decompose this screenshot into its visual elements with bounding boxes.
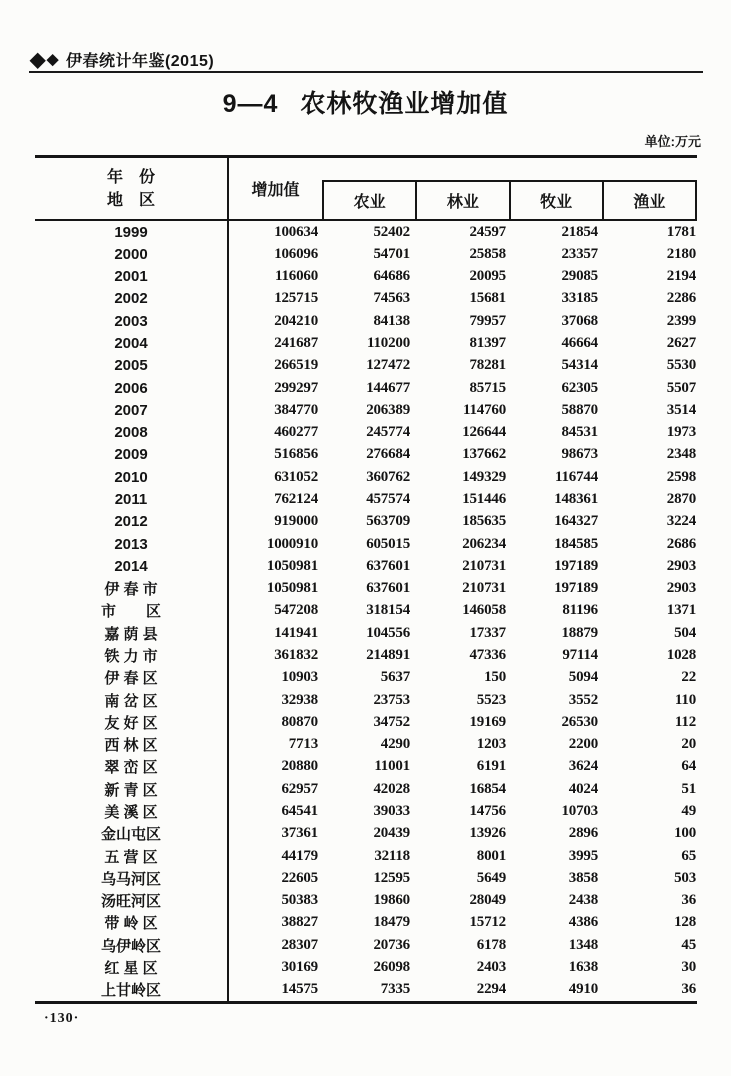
value-cell: 28307 <box>281 936 318 953</box>
value-cell: 13926 <box>469 825 506 842</box>
value-cell: 36 <box>681 892 696 909</box>
table-row <box>35 912 697 934</box>
value-cell: 197189 <box>554 557 598 574</box>
value-cell: 22605 <box>281 869 318 886</box>
value-cell: 3514 <box>666 401 696 418</box>
table-title-text: 农林牧渔业增加值 <box>300 90 509 118</box>
column-header-husbandry: 牧业 <box>509 182 602 219</box>
value-cell: 1638 <box>568 959 598 976</box>
value-cell: 14756 <box>469 803 506 820</box>
value-cell: 3552 <box>568 691 598 708</box>
value-cell: 19169 <box>469 713 506 730</box>
value-cell: 2348 <box>666 446 696 463</box>
value-cell: 149329 <box>462 468 506 485</box>
value-cell: 2870 <box>666 491 696 508</box>
value-cell: 45 <box>681 936 696 953</box>
table-row <box>35 310 697 332</box>
value-cell: 1973 <box>666 424 696 441</box>
row-label: 友 好 区 <box>104 714 158 732</box>
value-cell: 1000910 <box>266 535 318 552</box>
value-cell: 51 <box>681 780 696 797</box>
value-cell: 65 <box>681 847 696 864</box>
value-cell: 5530 <box>666 357 696 374</box>
value-cell: 26530 <box>561 713 598 730</box>
row-label: 铁 力 市 <box>104 648 158 666</box>
row-label: 2006 <box>114 379 148 397</box>
value-cell: 98673 <box>561 446 598 463</box>
value-cell: 100634 <box>274 223 318 240</box>
row-label: 美 溪 区 <box>104 804 158 822</box>
value-cell: 185635 <box>462 513 506 530</box>
value-cell: 28049 <box>469 892 506 909</box>
value-cell: 2903 <box>666 557 696 574</box>
value-cell: 39033 <box>373 803 410 820</box>
value-cell: 4910 <box>568 981 598 998</box>
value-cell: 197189 <box>554 580 598 597</box>
value-cell: 106096 <box>274 245 318 262</box>
value-cell: 2627 <box>666 335 696 352</box>
value-cell: 54314 <box>561 357 598 374</box>
table-row <box>35 644 697 666</box>
row-label: 伊 春 区 <box>104 670 158 688</box>
table-row <box>35 622 697 644</box>
value-cell: 1371 <box>666 602 696 619</box>
value-cell: 25858 <box>469 245 506 262</box>
value-cell: 384770 <box>274 401 318 418</box>
value-cell: 5507 <box>666 379 696 396</box>
row-label: 2007 <box>114 401 148 419</box>
table-row <box>35 956 697 978</box>
table-row <box>35 243 697 265</box>
value-cell: 42028 <box>373 780 410 797</box>
value-cell: 30169 <box>281 959 318 976</box>
value-cell: 12595 <box>373 869 410 886</box>
value-cell: 32938 <box>281 691 318 708</box>
row-label: 乌马河区 <box>100 870 161 888</box>
value-cell: 241687 <box>274 335 318 352</box>
value-cell: 15681 <box>469 290 506 307</box>
table-row <box>35 600 697 622</box>
value-cell: 104556 <box>366 624 410 641</box>
diamond-icons <box>30 50 59 70</box>
table-row <box>35 934 697 956</box>
row-label: 伊 春 市 <box>104 581 158 599</box>
value-cell: 74563 <box>373 290 410 307</box>
value-cell: 112 <box>674 713 696 730</box>
row-label: 2011 <box>114 491 148 509</box>
value-cell: 11001 <box>374 758 410 775</box>
value-cell: 3995 <box>568 847 598 864</box>
value-cell: 36 <box>681 981 696 998</box>
value-cell: 97114 <box>562 647 598 664</box>
value-cell: 7335 <box>380 981 410 998</box>
value-cell: 22 <box>681 669 696 686</box>
value-cell: 20095 <box>469 268 506 285</box>
unit-label: 单位:万元 <box>644 134 701 149</box>
value-cell: 1050981 <box>266 580 318 597</box>
column-header-total: 增加值 <box>251 182 300 199</box>
row-label: 南 岔 区 <box>104 692 158 710</box>
table-row <box>35 890 697 912</box>
value-cell: 2200 <box>568 736 598 753</box>
value-cell: 14575 <box>281 981 318 998</box>
table-row <box>35 332 697 354</box>
value-cell: 52402 <box>373 223 410 240</box>
value-cell: 299297 <box>274 379 318 396</box>
value-cell: 80870 <box>281 713 318 730</box>
value-cell: 6191 <box>476 758 506 775</box>
value-cell: 457574 <box>366 491 410 508</box>
value-cell: 126644 <box>462 424 506 441</box>
row-label: 西 林 区 <box>104 737 158 755</box>
table-row <box>35 466 697 488</box>
row-label: 汤旺河区 <box>100 893 161 911</box>
value-cell: 19860 <box>373 892 410 909</box>
value-cell: 110 <box>674 691 696 708</box>
row-label: 2004 <box>114 335 148 353</box>
value-cell: 100 <box>674 825 696 842</box>
row-label: 翠 峦 区 <box>104 759 158 777</box>
row-label: 金山屯区 <box>100 826 161 844</box>
row-label: 红 星 区 <box>104 960 158 978</box>
value-cell: 2896 <box>568 825 598 842</box>
value-cell: 15712 <box>469 914 506 931</box>
value-cell: 2194 <box>666 268 696 285</box>
value-cell: 21854 <box>561 223 598 240</box>
row-label: 市 区 <box>100 603 161 621</box>
value-cell: 20439 <box>373 825 410 842</box>
value-cell: 32118 <box>374 847 410 864</box>
row-header-cell <box>35 158 227 219</box>
table-number: 9—4 <box>222 90 279 118</box>
value-cell: 81196 <box>562 602 598 619</box>
value-cell: 204210 <box>274 312 318 329</box>
row-label: 2009 <box>114 446 148 464</box>
row-label: 2012 <box>114 513 148 531</box>
value-cell: 631052 <box>274 468 318 485</box>
table-row <box>35 667 697 689</box>
column-divider <box>227 221 229 1001</box>
value-cell: 116744 <box>555 468 598 485</box>
value-cell: 49 <box>681 803 696 820</box>
value-cell: 37361 <box>281 825 318 842</box>
table-row <box>35 578 697 600</box>
value-cell: 3624 <box>568 758 598 775</box>
yearbook-title: 伊春统计年鉴(2015) <box>65 53 215 70</box>
value-cell: 17337 <box>469 624 506 641</box>
value-cell: 5637 <box>380 669 410 686</box>
diamond-icon: ◆ <box>46 51 59 68</box>
value-cell: 50383 <box>281 892 318 909</box>
page-number: ·130· <box>44 1011 80 1026</box>
value-cell: 78281 <box>469 357 506 374</box>
table-row <box>35 444 697 466</box>
value-cell: 47336 <box>469 647 506 664</box>
value-cell: 2903 <box>666 580 696 597</box>
table-row <box>35 377 697 399</box>
value-cell: 4386 <box>568 914 598 931</box>
value-cell: 8001 <box>476 847 506 864</box>
value-cell: 114760 <box>463 401 506 418</box>
value-cell: 10903 <box>281 669 318 686</box>
value-cell: 29085 <box>561 268 598 285</box>
table-header <box>35 155 697 221</box>
value-cell: 38827 <box>281 914 318 931</box>
value-cell: 5523 <box>476 691 506 708</box>
value-cell: 547208 <box>274 602 318 619</box>
row-label: 2001 <box>114 268 148 286</box>
value-cell: 44179 <box>281 847 318 864</box>
value-cell: 1203 <box>476 736 506 753</box>
value-cell: 4024 <box>568 780 598 797</box>
row-label: 嘉 荫 县 <box>104 625 158 643</box>
row-label: 乌伊岭区 <box>100 937 161 955</box>
table-row <box>35 778 697 800</box>
value-cell: 5649 <box>476 869 506 886</box>
value-cell: 24597 <box>469 223 506 240</box>
value-cell: 3224 <box>666 513 696 530</box>
value-cell: 1050981 <box>266 557 318 574</box>
value-cell: 2180 <box>666 245 696 262</box>
value-cell: 128 <box>674 914 696 931</box>
value-cell: 151446 <box>462 491 506 508</box>
value-cell: 10703 <box>561 803 598 820</box>
value-cell: 46664 <box>561 335 598 352</box>
value-cell: 81397 <box>469 335 506 352</box>
data-table <box>35 155 697 1004</box>
row-label: 2002 <box>114 290 148 308</box>
value-cell: 150 <box>484 669 506 686</box>
value-cell: 5094 <box>568 669 598 686</box>
value-cell: 605015 <box>366 535 410 552</box>
sub-column-headers <box>322 180 697 219</box>
value-cell: 504 <box>674 624 696 641</box>
value-cell: 18479 <box>373 914 410 931</box>
value-cell: 141941 <box>274 624 318 641</box>
column-header-fishery: 渔业 <box>602 182 695 219</box>
value-cell: 18879 <box>561 624 598 641</box>
value-cell: 144677 <box>366 379 410 396</box>
value-cell: 64 <box>681 758 696 775</box>
value-cell: 516856 <box>274 446 318 463</box>
value-cell: 1028 <box>666 647 696 664</box>
table-row <box>35 422 697 444</box>
table-row <box>35 823 697 845</box>
table-row <box>35 979 697 1001</box>
table-row <box>35 221 697 243</box>
value-cell: 2399 <box>666 312 696 329</box>
value-cell: 84531 <box>561 424 598 441</box>
value-cell: 20736 <box>373 936 410 953</box>
value-cell: 146058 <box>462 602 506 619</box>
value-cell: 2686 <box>666 535 696 552</box>
value-cell: 919000 <box>274 513 318 530</box>
value-cell: 23753 <box>373 691 410 708</box>
table-row <box>35 800 697 822</box>
value-cell: 2438 <box>568 892 598 909</box>
value-cell: 361832 <box>274 647 318 664</box>
header-rule <box>29 71 703 73</box>
row-label: 上甘岭区 <box>100 982 161 1000</box>
page-title <box>0 84 731 120</box>
value-cell: 4290 <box>380 736 410 753</box>
table-row <box>35 555 697 577</box>
value-cell: 34752 <box>373 713 410 730</box>
value-cell: 54701 <box>373 245 410 262</box>
row-label: 2008 <box>114 424 148 442</box>
value-cell: 276684 <box>366 446 410 463</box>
value-cell: 37068 <box>561 312 598 329</box>
value-cell: 7713 <box>288 736 318 753</box>
value-cell: 637601 <box>366 557 410 574</box>
value-cell: 245774 <box>366 424 410 441</box>
value-cell: 214891 <box>366 647 410 664</box>
table-row <box>35 488 697 510</box>
value-cell: 2294 <box>476 981 506 998</box>
table-row <box>35 689 697 711</box>
value-cell: 2286 <box>666 290 696 307</box>
value-cell: 318154 <box>366 602 410 619</box>
row-header-line-region: 地 区 <box>106 191 155 209</box>
value-cell: 1781 <box>666 223 696 240</box>
row-header-line-year: 年 份 <box>106 168 155 186</box>
value-cell: 110200 <box>367 335 410 352</box>
table-row <box>35 355 697 377</box>
table-body <box>35 221 697 1004</box>
value-cell: 637601 <box>366 580 410 597</box>
value-cell: 23357 <box>561 245 598 262</box>
value-cell: 85715 <box>469 379 506 396</box>
value-cell: 2403 <box>476 959 506 976</box>
diamond-icon: ◆ <box>30 48 46 71</box>
row-label: 1999 <box>114 223 148 241</box>
table-row <box>35 756 697 778</box>
value-cell: 206389 <box>366 401 410 418</box>
table-row <box>35 288 697 310</box>
value-cell: 84138 <box>373 312 410 329</box>
row-label: 带 岭 区 <box>104 915 158 933</box>
value-cell: 64541 <box>281 803 318 820</box>
row-label: 新 青 区 <box>104 781 158 799</box>
value-cell: 127472 <box>366 357 410 374</box>
value-cell: 206234 <box>462 535 506 552</box>
value-cell: 563709 <box>366 513 410 530</box>
row-label: 2000 <box>114 245 148 263</box>
value-cell: 2598 <box>666 468 696 485</box>
running-head <box>30 48 214 71</box>
table-row <box>35 867 697 889</box>
value-cell: 125715 <box>274 290 318 307</box>
value-cell: 33185 <box>561 290 598 307</box>
row-label: 2005 <box>114 357 148 375</box>
value-cell: 210731 <box>462 557 506 574</box>
value-cell: 20 <box>681 736 696 753</box>
value-cell: 1348 <box>568 936 598 953</box>
value-cell: 64686 <box>373 268 410 285</box>
value-cell: 3858 <box>568 869 598 886</box>
table-row <box>35 511 697 533</box>
table-row <box>35 533 697 555</box>
row-label: 2014 <box>114 557 148 575</box>
value-cell: 184585 <box>554 535 598 552</box>
value-cell: 148361 <box>554 491 598 508</box>
value-cell: 762124 <box>274 491 318 508</box>
value-cell: 360762 <box>366 468 410 485</box>
value-cell: 79957 <box>469 312 506 329</box>
value-cell: 460277 <box>274 424 318 441</box>
row-label: 2003 <box>114 312 148 330</box>
value-cell: 164327 <box>554 513 598 530</box>
row-label: 2013 <box>114 535 148 553</box>
value-cell: 503 <box>674 869 696 886</box>
table-row <box>35 711 697 733</box>
table-row <box>35 266 697 288</box>
value-cell: 62305 <box>561 379 598 396</box>
value-cell: 266519 <box>274 357 318 374</box>
value-cell: 16854 <box>469 780 506 797</box>
value-cell: 58870 <box>561 401 598 418</box>
row-label: 2010 <box>114 468 148 486</box>
table-row <box>35 399 697 421</box>
value-cell: 20880 <box>281 758 318 775</box>
value-cell: 26098 <box>373 959 410 976</box>
value-cell: 62957 <box>281 780 318 797</box>
value-cell: 6178 <box>476 936 506 953</box>
value-cell: 30 <box>681 959 696 976</box>
table-row <box>35 734 697 756</box>
table-row <box>35 845 697 867</box>
value-cell: 137662 <box>462 446 506 463</box>
column-header-agriculture: 农业 <box>353 194 386 211</box>
value-cell: 116060 <box>275 268 318 285</box>
row-label: 五 营 区 <box>104 848 158 866</box>
column-header-forestry: 林业 <box>415 182 508 219</box>
value-cell: 210731 <box>462 580 506 597</box>
